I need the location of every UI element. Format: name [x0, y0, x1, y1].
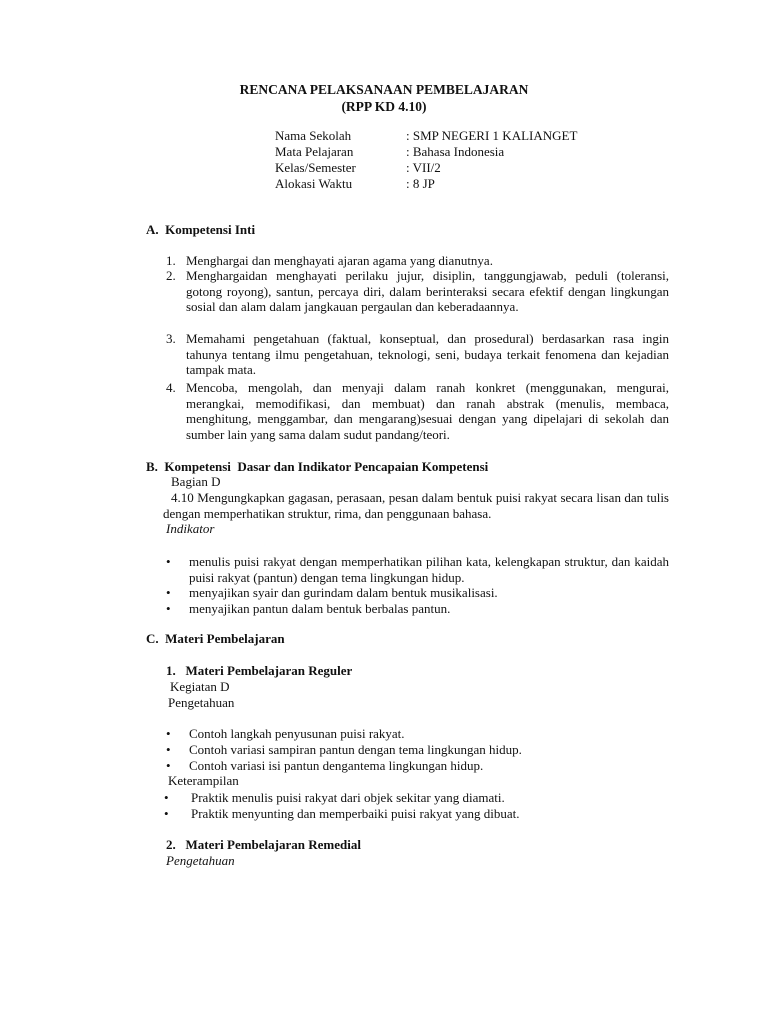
section-b-heading: B. Kompetensi Dasar dan Indikator Pencapaian Kompetensi [146, 459, 489, 474]
subsection-heading: 1. Materi Pembelajaran Reguler [166, 663, 353, 678]
bullet-icon: • [164, 790, 169, 805]
info-label: Mata Pelajaran [275, 144, 354, 159]
doc-subtitle: (RPP KD 4.10) [341, 99, 427, 114]
info-value: : VII/2 [406, 160, 441, 175]
bullet-icon: • [166, 554, 171, 569]
bullet-text: Contoh variasi sampiran pantun dengan tema lingkungan hidup. [189, 742, 522, 757]
info-value: : SMP NEGERI 1 KALIANGET [406, 128, 578, 143]
bullet-icon: • [166, 758, 171, 773]
bullet-icon: • [166, 726, 171, 741]
list-item-text: Mencoba, mengolah, dan menyaji dalam ranah konkret (menggunakan, mengurai, merangkai, memodifikasi, dan membuat) dan ranah abstrak (menulis, membaca, menghitung, menggambar, dan mengarang)sesuai dengan yang dipelajari di sekolah dan sumber lain yang sama dalam sudut pandang/teori. [186, 380, 669, 442]
list-number: 1. [166, 253, 176, 268]
bullet-icon: • [166, 601, 171, 616]
indikator-label: Indikator [166, 521, 215, 536]
info-value: : Bahasa Indonesia [406, 144, 505, 159]
bullet-text: Contoh langkah penyusunan puisi rakyat. [189, 726, 405, 741]
bullet-icon: • [166, 742, 171, 757]
pengetahuan-label: Pengetahuan [166, 853, 235, 868]
subsection-heading: 2. Materi Pembelajaran Remedial [166, 837, 361, 852]
list-number: 4. [166, 380, 176, 395]
keterampilan-label: Keterampilan [168, 773, 239, 788]
list-item-text: Menghargaidan menghayati perilaku jujur, disiplin, tanggungjawab, peduli (toleransi, gotong royong), santun, percaya diri, dalam berinteraksi secara efektif dengan lingkungan sosial dan alam dalam jangkauan pergaulan dan keberadaannya. [186, 268, 669, 314]
kd-text: 4.10 Mengungkapkan gagasan, perasaan, pesan dalam bentuk puisi rakyat secara lisan dan tulis dengan memperhatikan struktur, rima, dan penggunaan bahasa. [163, 490, 669, 521]
bullet-text: menyajikan pantun dalam bentuk berbalas pantun. [189, 601, 451, 616]
bullet-text: Contoh variasi isi pantun dengantema lingkungan hidup. [189, 758, 484, 773]
list-item-text: Memahami pengetahuan (faktual, konseptual, dan prosedural) berdasarkan rasa ingin tahunya tentang ilmu pengetahuan, teknologi, seni, budaya terkait fenomena dan kejadian tampak mata. [186, 331, 669, 377]
bullet-text: menyajikan syair dan gurindam dalam bentuk musikalisasi. [189, 585, 498, 600]
kegiatan-label: Kegiatan D [170, 679, 230, 694]
bullet-icon: • [166, 585, 171, 600]
bullet-text: Praktik menyunting dan memperbaiki puisi rakyat yang dibuat. [191, 806, 520, 821]
bagian-label: Bagian D [171, 474, 221, 489]
list-number: 3. [166, 331, 176, 346]
info-label: Kelas/Semester [275, 160, 356, 175]
bullet-text: menulis puisi rakyat dengan memperhatikan pilihan kata, kelengkapan struktur, dan kaidah puisi rakyat (pantun) dengan tema lingkungan hidup. [189, 554, 669, 585]
info-value: : 8 JP [406, 176, 435, 191]
section-c-heading: C. Materi Pembelajaran [146, 631, 285, 646]
section-a-heading: A. Kompetensi Inti [146, 222, 256, 237]
list-item-text: Menghargai dan menghayati ajaran agama yang dianutnya. [186, 253, 493, 268]
bullet-icon: • [164, 806, 169, 821]
bullet-text: Praktik menulis puisi rakyat dari objek sekitar yang diamati. [191, 790, 505, 805]
list-number: 2. [166, 268, 176, 283]
info-label: Alokasi Waktu [275, 176, 353, 191]
info-label: Nama Sekolah [275, 128, 352, 143]
doc-title: RENCANA PELAKSANAAN PEMBELAJARAN [239, 82, 529, 97]
pengetahuan-label: Pengetahuan [168, 695, 235, 710]
